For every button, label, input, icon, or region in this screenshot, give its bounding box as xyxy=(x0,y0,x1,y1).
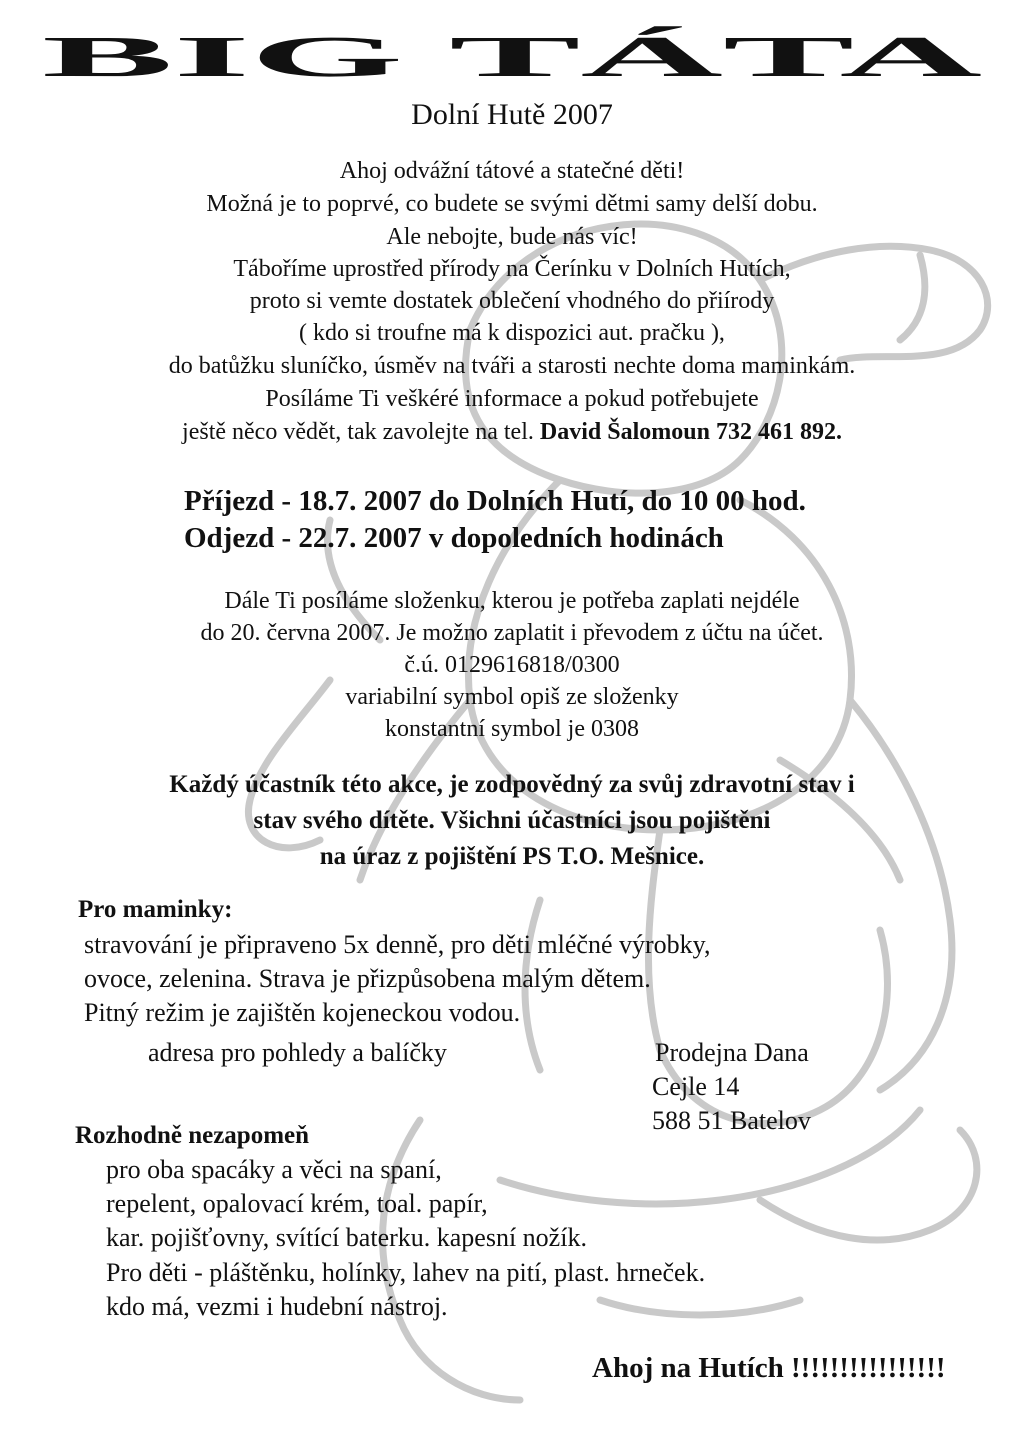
address-label: adresa pro pohledy a balíčky xyxy=(148,1038,447,1067)
title-text: BIG TÁTA xyxy=(42,24,983,89)
subtitle: Dolní Hutě 2007 xyxy=(411,98,613,131)
contact-name-phone: David Šalomoun 732 461 892. xyxy=(539,419,842,445)
mothers-heading: Pro maminky: xyxy=(78,896,233,923)
contact-line xyxy=(0,416,1024,448)
dont-forget-line-3: kar. pojišťovny, svítící baterku. kapesní nožík. xyxy=(106,1223,587,1252)
payment-line-2: do 20. června 2007. Je možno zaplatit i převodem z účtu na účet. xyxy=(200,620,824,646)
address-line-3: 588 51 Batelov xyxy=(652,1106,811,1135)
dont-forget-line-5: kdo má, vezmi i hudební nástroj. xyxy=(106,1292,448,1321)
intro-line-6: ( kdo si troufne má k dispozici aut. pračku ), xyxy=(299,320,725,346)
closing-line: Ahoj na Hutích !!!!!!!!!!!!!!!! xyxy=(592,1352,946,1384)
mothers-line-3: Pitný režim je zajištěn kojeneckou vodou. xyxy=(84,998,521,1027)
intro-line-1: Ahoj odvážní tátové a statečné děti! xyxy=(339,158,685,184)
address-line-2: Cejle 14 xyxy=(652,1072,740,1101)
dont-forget-line-4: Pro děti - pláštěnku, holínky, lahev na pití, plast. hrneček. xyxy=(106,1258,706,1287)
contact-prefix: ještě něco vědět, tak zavolejte na tel. xyxy=(182,419,540,445)
mothers-line-1: stravování je připraveno 5x denně, pro děti mléčné výrobky, xyxy=(84,930,711,959)
payment-line-5: konstantní symbol je 0308 xyxy=(385,716,639,742)
payment-line-4: variabilní symbol opiš ze složenky xyxy=(345,684,679,710)
insurance-line-1: Každý účastník této akce, je zodpovědný za svůj zdravotní stav i xyxy=(169,771,855,798)
arrival-line: Příjezd - 18.7. 2007 do Dolních Hutí, do 10 00 hod. xyxy=(184,485,806,517)
intro-line-8: Posíláme Ti veškéré informace a pokud potřebujete xyxy=(265,386,759,412)
dont-forget-heading: Rozhodně nezapomeň xyxy=(75,1122,310,1149)
mothers-line-2: ovoce, zelenina. Strava je přizpůsobena malým dětem. xyxy=(84,964,651,993)
payment-line-3: č.ú. 0129616818/0300 xyxy=(404,652,620,678)
departure-line: Odjezd - 22.7. 2007 v dopoledních hodinách xyxy=(184,522,724,554)
insurance-line-2: stav svého dítěte. Všichni účastníci jsou pojištěni xyxy=(253,807,771,834)
dont-forget-line-1: pro oba spacáky a věci na spaní, xyxy=(106,1155,442,1184)
intro-line-5: proto si vemte dostatek oblečení vhodného do přiírody xyxy=(249,288,775,314)
intro-line-2: Možná je to poprvé, co budete se svými dětmi samy delší dobu. xyxy=(206,191,818,217)
intro-line-4: Táboříme uprostřed přírody na Čerínku v Dolních Hutích, xyxy=(233,256,791,282)
title-banner xyxy=(0,18,1024,98)
address-line-1: Prodejna Dana xyxy=(655,1038,809,1067)
payment-line-1: Dále Ti posíláme složenku, kterou je potřeba zaplati nejdéle xyxy=(224,588,800,614)
insurance-line-3: na úraz z pojištění PS T.O. Mešnice. xyxy=(319,843,705,870)
dont-forget-line-2: repelent, opalovací krém, toal. papír, xyxy=(106,1189,488,1218)
intro-line-3: Ale nebojte, bude nás víc! xyxy=(386,224,638,250)
intro-line-7: do batůžku sluníčko, úsměv na tváři a starosti nechte doma maminkám. xyxy=(168,353,856,379)
